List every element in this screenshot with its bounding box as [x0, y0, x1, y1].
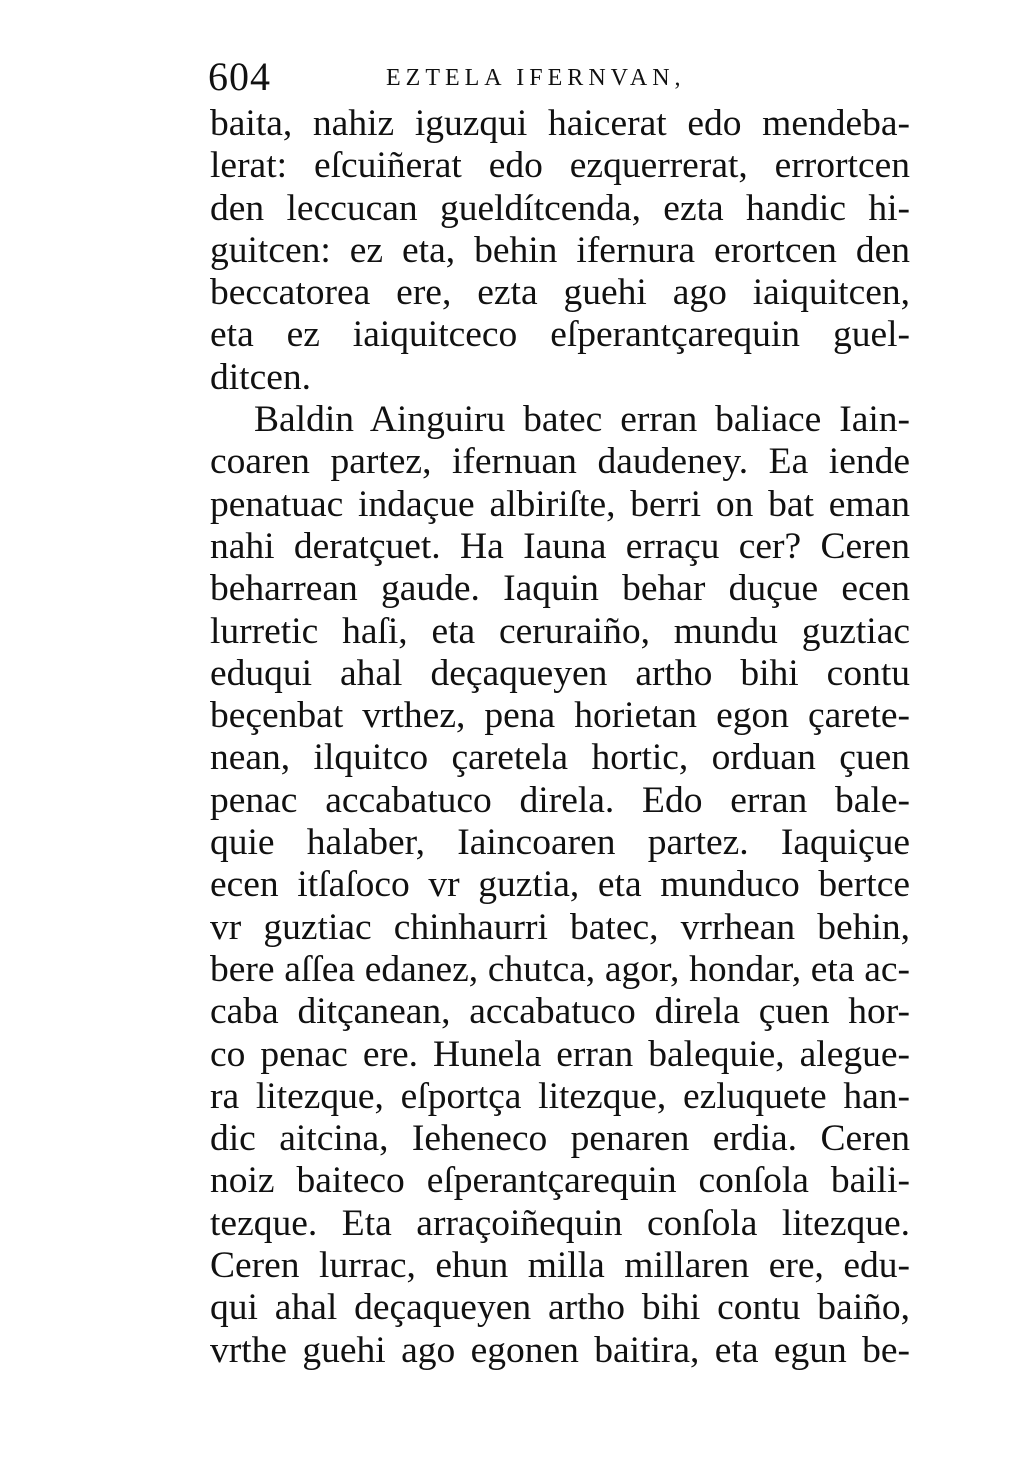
text-line: nean, ilquitco çaretela hortic, orduan çuen [210, 737, 910, 779]
text-line: Ceren lurrac, ehun milla millaren ere, edu- [210, 1245, 910, 1287]
text-line: coaren partez, ifernuan daudeney. Ea iende [210, 441, 910, 483]
text-line: noiz baiteco eſperantçarequin conſola baili- [210, 1160, 910, 1202]
text-line: bere aſſea edanez, chutca, agor, hondar, eta ac- [210, 948, 910, 990]
text-line: ditcen. [210, 356, 312, 398]
text-line: baita, nahiz iguzqui haicerat edo mendeba- [210, 103, 910, 144]
text-line: quie halaber, Iaincoaren partez. Iaquiçue [210, 822, 910, 864]
text-line: eduqui ahal deçaqueyen artho bihi contu [210, 652, 910, 694]
text-line: nahi deratçuet. Ha Iauna erraçu cer? Ceren [210, 525, 910, 567]
page-number: 604 [208, 54, 271, 99]
text-line: penatuac indaçue albiriſte, berri on bat eman [210, 483, 910, 525]
text-line: beharrean gaude. Iaquin behar duçue ecen [210, 568, 910, 610]
text-line: qui ahal deçaqueyen artho bihi contu baiño, [210, 1287, 910, 1329]
text-line: beçenbat vrthez, pena horietan egon çarete- [210, 695, 910, 737]
text-line: vrthe guehi ago egonen baitira, eta egun be- [210, 1329, 910, 1371]
body-text [210, 103, 910, 1372]
text-line: caba ditçanean, accabatuco direla çuen hor- [210, 991, 910, 1033]
running-title: EZTELA IFERNVAN, [386, 65, 686, 91]
text-line: dic aitcina, Iehenecο penaren erdia. Ceren [210, 1118, 910, 1160]
text-line: Baldin Ainguiru batec erran baliace Iain- [254, 399, 910, 441]
text-line: penac accabatuco direla. Edo erran bale- [210, 779, 910, 821]
text-line: guitcen: ez eta, behin ifernura erortcen den [210, 229, 910, 271]
paragraph-2 [210, 399, 910, 1372]
text-line: vr guztiac chinhaurri batec, vrrhean behin, [210, 906, 910, 948]
paragraph-1 [210, 103, 910, 399]
running-head [208, 52, 908, 102]
text-line: ra litezque, eſportça litezque, ezluquete han- [210, 1075, 910, 1117]
text-line: beccatorea ere, ezta guehi ago iaiquitcen, [210, 272, 910, 314]
text-line: lerat: eſcuiñerat edo ezquerrerat, errortcen [210, 145, 910, 187]
text-line: lurretic haſi, eta ceruraiño, mundu guztiac [210, 610, 910, 652]
text-line: co penac ere. Hunela erran balequie, alegue- [210, 1033, 910, 1075]
text-line: ecen itſaſoco vr guztia, eta munduco bertce [210, 864, 910, 906]
text-line: eta ez iaiquitceco eſperantçarequin guel- [210, 314, 910, 356]
text-line: den leccucan gueldítcenda, ezta handic hi- [210, 187, 910, 229]
text-line: tezque. Eta arraçoiñequin conſola litezque. [210, 1202, 910, 1244]
